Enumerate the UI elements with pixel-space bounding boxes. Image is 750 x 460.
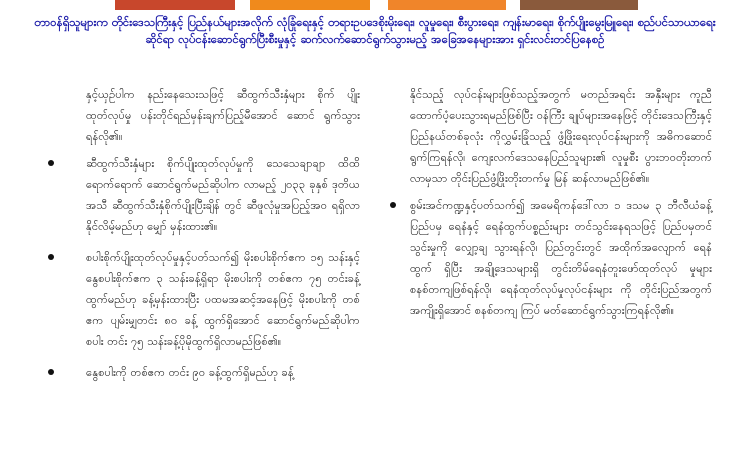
left-bullet-3 — [50, 362, 360, 383]
left-bullet-1 — [50, 153, 360, 237]
left-intro-paragraph: နှင့်ယှဉ်ပါက နည်းနေသေးသဖြင့် ဆီထွက်သီးနှံများ စိုက် ပျိုးထုတ်လုပ်မှု ပန်းတိုင်ရည်မှန်းချက်ပြည့်မီအောင် ဆောင် ရွက်သွားရန်လို၏။ — [86, 88, 360, 143]
photo-strip — [0, 0, 750, 12]
bullet-dot — [48, 369, 54, 375]
photo-meeting-2 — [250, 0, 370, 10]
right-bullet-1-text: စွမ်းအင်ကဏ္ဍနှင့်ပတ်သက်၍ အမေရိကန်ဒေါ်လာ ၁ ဒသမ ၃ ဘီလီယံခန့် ပြည်ပမှ ရေနံနှင့် ရေနံထွက်ပစ္စည်းများ တင်သွင်းနေရသဖြင့် ပြည်ပမှတင်သွင်းမှုကို လျှော့ချ သွားရန်လို၊ ပြည်တွင်းတွင် အထိုက်အလျောက် ရေနံထွက် ရှိပြီး အချို့ဒေသများရှိ တွင်းတိမ်ရေနံတူးဖော်ထုတ်လုပ် မှုများ စနစ်တကျဖြစ်ရန်လို၊ ရေနံထုတ်လုပ်မှုလုပ်ငန်းများ ကို တိုင်းပြည်အတွက် အကျိုးရှိအောင် စနစ်တကျ ကြပ် မတ်ဆောင်ရွက်သွားကြရန်လို၏။ — [410, 199, 712, 317]
right-bullet-1 — [392, 195, 712, 321]
photo-meeting-4 — [520, 0, 638, 10]
bullet-dot — [390, 202, 396, 208]
right-column — [392, 84, 712, 331]
left-bullet-3-text: နွေစပါးကို တစ်ဧက တင်း ၉၀ ခန့်ထွက်ရှိမည်ဟု ခန့် — [86, 366, 294, 379]
photo-meeting-3 — [388, 0, 506, 10]
bullet-dot — [48, 160, 54, 166]
right-intro-paragraph: နိုင်သည့် လုပ်ငန်းများဖြစ်သည့်အတွက် မတည်အရင်း အနှီးများ ကူညီထောက်ပံ့ပေးသွားရမည်ဖြစ်ပြီး ဝန်ကြီး ချုပ်များအနေဖြင့် တိုင်းဒေသကြီးနှင့် ပြည်နယ်တစ်ခုလုံး ကိုလွှမ်းခြုံသည့် ဖွံ့ဖြိုးရေးလုပ်ငန်းများကို အဓိကဆောင် ရွက်ကြရန်လို၊ ကျေးလက်ဒေသနေပြည်သူများ၏ လူမှုစီး ပွားဘဝတိုးတက်လာမှသာ တိုင်းပြည်ဖွံ့ဖြိုးတိုးတက်မှု မြန် ဆန်လာမည်ဖြစ်၏။ — [410, 88, 712, 185]
left-bullet-2-text: စပါးစိုက်ပျိုးထုတ်လုပ်မှုနှင့်ပတ်သက်၍ မိုးစပါးစိုက်ဧက ၁၅ သန်းနှင့် နွေစပါးစိုက်ဧက ၃ သန်းခန့်ရှိရာ မိုးစပါးကို တစ်ဧက ၇၅ တင်းခန့် ထွက်မည်ဟု ခန့်မှန်းထားပြီး ပထမအဆင့်အနေဖြင့် မိုးစပါးကို တစ်ဧက ပျမ်းမျှတင်း ၈၀ ခန့် ထွက်ရှိအောင် ဆောင်ရွက်မည်ဆိုပါက စပါး တင်း ၇၅ သန်းခန့်ပိုမိုထွက်ရှိလာမည်ဖြစ်၏။ — [86, 251, 360, 348]
photo-caption: တာဝန်ရှိသူများက တိုင်းဒေသကြီးနှင့် ပြည်နယ်များအလိုက် လုံခြုံရေးနှင့် တရားဥပဒေစိုးမိုးရေး၊ လူမှုရေး၊ စီးပွားရေး၊ ကျန်းမာရေး၊ စိုက်ပျိုးမွေးမြူရေး၊ စည်ပင်သာယာရေးဆိုင်ရာ လုပ်ငန်းဆောင်ရွက်ပြီးစီးမှုနှင့် ဆက်လက်ဆောင်ရွက်သွားမည့် အခြေအနေများအား ရှင်းလင်းတင်ပြနေစဉ် — [34, 15, 716, 46]
left-bullet-2 — [50, 247, 360, 352]
left-bullet-1-text: ဆီထွက်သီးနှံများ စိုက်ပျိုးထုတ်လုပ်မှုကို သေသေချာချာ ထိထိရောက်ရောက် ဆောင်ရွက်မည်ဆိုပါက လာမည့် ၂၀၃၃ ခုနှစ် ဒုတိယအသီ ဆီထွက်သီးနှံစိုက်ပျိုးပြီးချိန် တွင် ဆီဖူလုံမှုအပြည့်အဝ ရရှိလာနိုင်လိမ့်မည်ဟု မျှော် မှန်းထား၏။ — [86, 157, 360, 233]
bullet-dot — [48, 254, 54, 260]
photo-meeting-1 — [115, 0, 235, 10]
left-column — [50, 84, 360, 393]
